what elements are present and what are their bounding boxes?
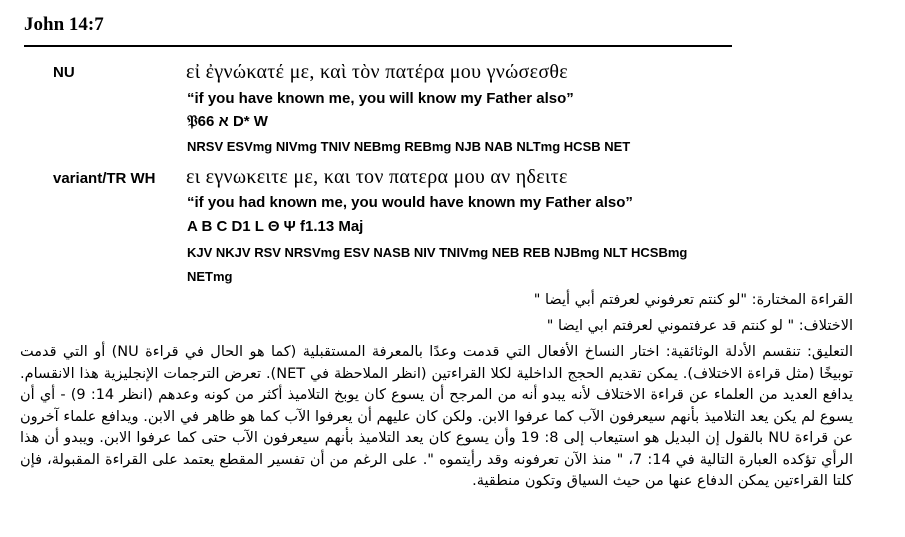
versions-variant-line2: NETmg	[187, 269, 233, 284]
arabic-commentary-text: التعليق: تنقسم الأدلة الوثائقية: اختار النساخ الأفعال التي قدمت وعدًا بالمعرفة المستقبلية (كما هو الحال في قراءة NU) أو التي قدمت توبيخًا (مثل قراءة الاختلاف). يمكن تقديم الحجج الداخلية لكلا القراءتين (انظر الملاحظة في NET). تعرض الترجمات الإنجليزية هذا الانقسام. يدافع العديد من العلماء عن قراءة الاختلاف لأنه يبدو أنه من المرجح أن يسوع كان يوبخ التلاميذ أكثر من كونه وعدهم (انظر 14: 9) - أي أن يسوع لم يكن يعد التلاميذ بأنهم سيعرفون الآب كما عرفوا الابن. ولكن كان عليهم أن يعرفوا الآب كما هو ظاهر في الابن. ويدافع علماء آخرون عن قراءة NU بالقول إن البديل هو استيعاب إلى 8: 19 وأن يسوع كان يعد التلاميذ بأنهم سيعرفون الآب حتى كما عرفوا الابن. ويبدو أن هذا الرأي تؤكده العبارة التالية في 14: 7، " منذ الآن تعرفونه وقد رأيتموه ". على الرغم من أن تفسير المقطع يعتمد على القراءة المقبولة، فإن كلتا القراءتين يمكن الدفاع عنها من حيث السياق وتكون منطقية.	[20, 344, 854, 489]
title-divider	[24, 45, 732, 47]
arabic-variant: الاختلاف: " لو كنتم قد عرفتموني لعرفتم ابي ايضا "	[546, 318, 853, 334]
witnesses-variant: A B C D1 L Θ Ψ f1.13 Maj	[187, 218, 364, 235]
greek-text-variant: ει εγνωκειτε με, και τον πατερα μου αν ηδειτε	[186, 166, 568, 188]
page-title: John 14:7	[24, 14, 104, 35]
versions-nu: NRSV ESVmg NIVmg TNIV NEBmg REBmg NJB NAB NLTmg HCSB NET	[187, 139, 631, 154]
reading-label-variant: variant/TR WH	[53, 170, 156, 187]
witnesses-nu: 𝔓66 א D* W	[187, 113, 268, 130]
english-text-variant: “if you had known me, you would have known my Father also”	[187, 194, 633, 211]
reading-label-nu: NU	[53, 64, 75, 81]
arabic-commentary	[20, 342, 853, 493]
versions-variant-line1: KJV NKJV RSV NRSVmg ESV NASB NIV TNIVmg NEB REB NJBmg NLT HCSBmg	[187, 245, 688, 260]
english-text-nu: “if you have known me, you will know my Father also”	[187, 90, 574, 107]
arabic-reading: القراءة المختارة: "لو كنتم تعرفوني لعرفتم أبي أيضا "	[533, 292, 853, 308]
greek-text-nu: εἰ ἐγνώκατέ με, καὶ τὸν πατέρα μου γνώσεσθε	[186, 61, 568, 83]
